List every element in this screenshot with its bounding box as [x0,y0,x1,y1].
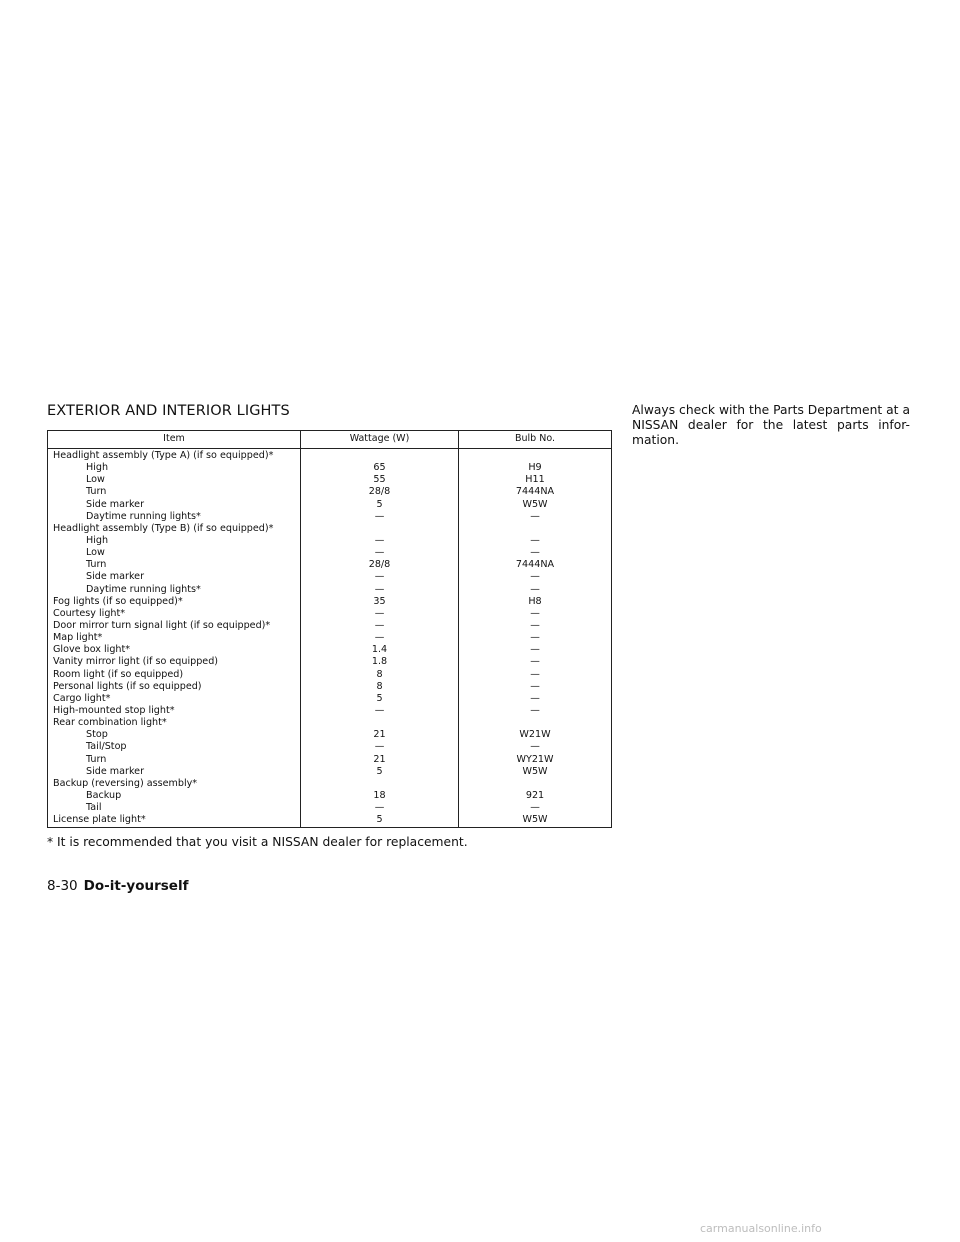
header-wattage: Wattage (W) [301,431,459,448]
row-item: Backup (reversing) assembly* [53,777,198,789]
row-item: Headlight assembly (Type A) (if so equipped)* [53,450,274,461]
bulb-column [459,449,611,827]
row-wattage: 8 [376,668,383,680]
row-bulb-no: — [530,680,540,692]
row-wattage: — [374,534,385,546]
row-wattage [301,717,458,729]
row-item: Daytime running lights* [86,583,201,595]
row-item: Rear combination light* [53,717,167,729]
row-wattage: — [374,802,385,814]
row-item: Backup [86,789,122,801]
row-wattage: 21 [373,729,386,741]
row-item: Headlight assembly (Type B) (if so equipped)* [53,522,274,534]
row-item: Low [86,474,105,486]
row-wattage: — [374,704,385,716]
row-bulb-no: — [530,656,540,668]
chapter-title: Do-it-yourself [83,878,189,894]
row-wattage: — [374,571,385,583]
row-item: Turn [86,559,107,571]
row-bulb-no: — [530,510,540,522]
row-wattage [301,523,458,535]
row-wattage: 8 [376,680,383,692]
row-item: Cargo light* [53,692,111,704]
row-item: Side marker [86,571,145,583]
row-bulb-no: — [530,692,540,704]
row-item: Daytime running lights* [86,510,201,522]
row-bulb-no: — [530,704,540,716]
row-wattage: — [374,741,385,753]
row-item: License plate light* [53,814,146,826]
row-wattage: 18 [373,789,386,801]
row-bulb-no: — [530,644,540,656]
row-bulb-no [459,523,611,535]
lights-table [47,430,612,828]
row-bulb-no: W21W [519,729,551,741]
row-wattage: 5 [376,498,383,510]
row-bulb-no: — [530,802,540,814]
row-bulb-no: — [530,668,540,680]
row-bulb-no: — [530,619,540,631]
row-bulb-no: H8 [528,595,542,607]
row-bulb-no: H11 [525,474,545,486]
row-bulb-no [459,450,611,462]
row-wattage: 21 [373,753,386,765]
row-wattage [301,778,458,790]
row-wattage: 1.8 [371,656,388,668]
table-header [48,431,611,449]
row-item: Turn [86,753,107,765]
footnote: * It is recommended that you visit a NISSAN dealer for replacement. [47,835,468,849]
row-bulb-no: — [530,534,540,546]
row-item: Map light* [53,632,103,644]
row-wattage: 35 [373,595,386,607]
item-column [48,449,301,827]
row-bulb-no: — [530,632,540,644]
row-wattage: 1.4 [371,644,388,656]
row-wattage: — [374,547,385,559]
row-bulb-no: — [530,741,540,753]
row-wattage: — [374,607,385,619]
row-item: Stop [86,729,108,741]
row-bulb-no: H9 [528,462,542,474]
row-wattage: 65 [373,462,386,474]
row-bulb-no: 7444NA [515,486,555,498]
row-item: Personal lights (if so equipped) [53,680,202,692]
row-item: Room light (if so equipped) [53,668,184,680]
row-bulb-no [459,717,611,729]
row-wattage: 55 [373,474,386,486]
table-body [48,449,611,827]
row-wattage: — [374,619,385,631]
row-bulb-no: — [530,571,540,583]
row-bulb-no: 7444NA [515,559,555,571]
row-bulb-no: W5W [522,814,548,826]
row-item: Tail [86,802,102,814]
row-bulb-no [459,778,611,790]
section-title: EXTERIOR AND INTERIOR LIGHTS [47,403,290,419]
row-item: Low [86,547,105,559]
watermark: carmanualsonline.info [700,1222,822,1235]
row-wattage: 5 [376,765,383,777]
row-item: High [86,534,109,546]
row-wattage [301,450,458,462]
row-item: Door mirror turn signal light (if so equipped)* [53,619,271,631]
row-bulb-no: — [530,607,540,619]
header-item: Item [48,431,301,448]
row-bulb-no: — [530,583,540,595]
row-wattage: 5 [376,814,383,826]
row-wattage: — [374,510,385,522]
row-item: Vanity mirror light (if so equipped) [53,656,219,668]
row-item: Side marker [86,765,145,777]
row-item: Turn [86,486,107,498]
header-bulb-no: Bulb No. [515,433,555,444]
row-bulb-no: W5W [522,498,548,510]
row-item: Side marker [86,498,145,510]
side-note: Always check with the Parts Department at a NISSAN dealer for the latest parts infor-mation. [632,403,910,447]
row-item: High [86,462,109,474]
row-item: Fog lights (if so equipped)* [53,595,183,607]
row-item: High-mounted stop light* [53,704,175,716]
row-item: Glove box light* [53,644,131,656]
row-item: Tail/Stop [86,741,127,753]
row-item: Courtesy light* [53,607,126,619]
page-number: 8-30 [47,878,78,894]
wattage-column [301,449,459,827]
row-bulb-no: — [530,547,540,559]
page-footer [47,878,188,894]
row-bulb-no: W5W [522,765,548,777]
row-wattage: 28/8 [368,559,391,571]
row-wattage: — [374,583,385,595]
row-wattage: 5 [376,692,383,704]
row-wattage: 28/8 [368,486,391,498]
row-bulb-no: 921 [525,789,545,801]
row-bulb-no: WY21W [516,753,554,765]
row-wattage: — [374,632,385,644]
